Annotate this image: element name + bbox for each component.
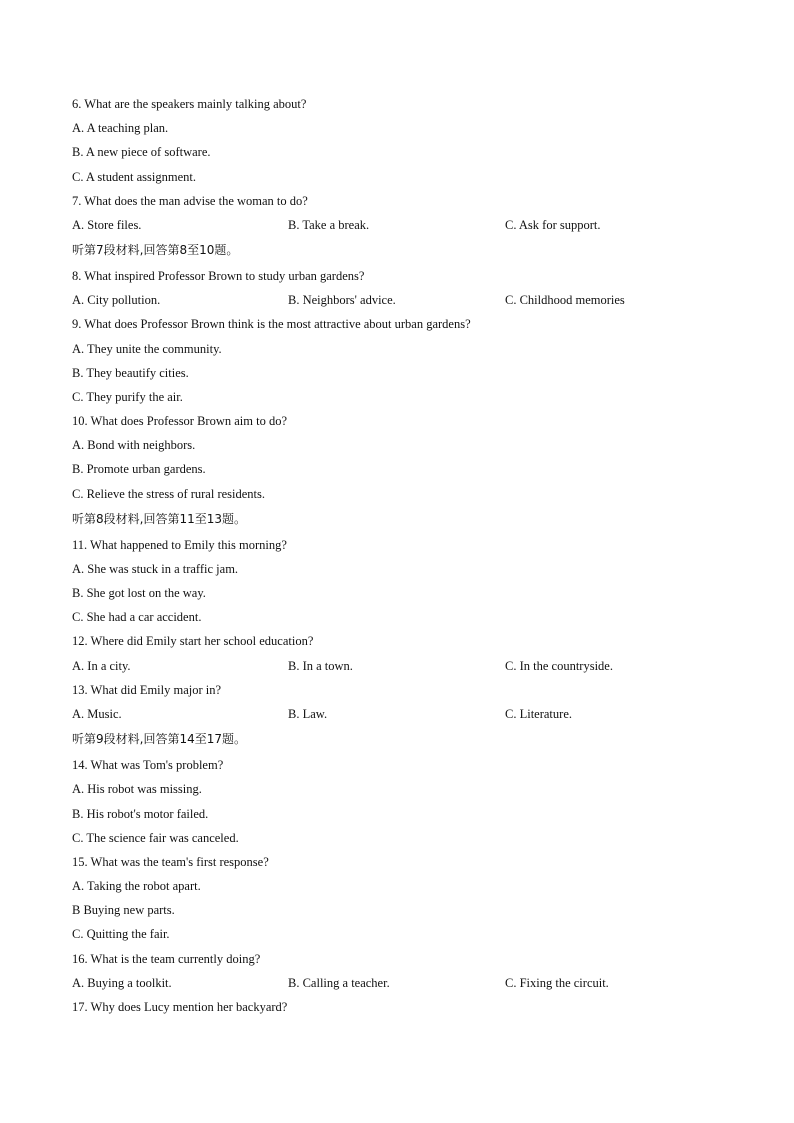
- question-10-option-a: A. Bond with neighbors.: [72, 438, 196, 452]
- question-15-option-b: B Buying new parts.: [72, 903, 175, 917]
- question-9-option-b: B. They beautify cities.: [72, 366, 189, 380]
- question-15-option-a: A. Taking the robot apart.: [72, 879, 201, 893]
- question-8-option-b: B. Neighbors' advice.: [288, 293, 396, 307]
- section-8-instruction: 听第8段材料,回答第11至13题。: [72, 512, 246, 526]
- question-8-stem: 8. What inspired Professor Brown to study urban gardens?: [72, 269, 365, 283]
- question-9-stem: 9. What does Professor Brown think is the most attractive about urban gardens?: [72, 317, 471, 331]
- question-13-stem: 13. What did Emily major in?: [72, 683, 222, 697]
- question-13-option-a: A. Music.: [72, 707, 122, 721]
- question-15-option-c: C. Quitting the fair.: [72, 927, 170, 941]
- section-7-instruction: 听第7段材料,回答第8至10题。: [72, 243, 239, 257]
- question-12-stem: 12. Where did Emily start her school education?: [72, 634, 314, 648]
- question-6-option-c: C. A student assignment.: [72, 170, 196, 184]
- question-9-option-a: A. They unite the community.: [72, 342, 222, 356]
- question-7-option-b: B. Take a break.: [288, 218, 370, 232]
- question-14-option-b: B. His robot's motor failed.: [72, 807, 209, 821]
- question-9-option-c: C. They purify the air.: [72, 390, 183, 404]
- question-7-option-a: A. Store files.: [72, 218, 142, 232]
- question-6-option-b: B. A new piece of software.: [72, 145, 211, 159]
- question-16-stem: 16. What is the team currently doing?: [72, 952, 261, 966]
- question-10-option-b: B. Promote urban gardens.: [72, 462, 206, 476]
- question-14-option-c: C. The science fair was canceled.: [72, 831, 239, 845]
- question-7-stem: 7. What does the man advise the woman to do?: [72, 194, 308, 208]
- question-11-option-c: C. She had a car accident.: [72, 610, 202, 624]
- question-10-option-c: C. Relieve the stress of rural residents.: [72, 487, 266, 501]
- question-8-option-c: C. Childhood memories: [505, 293, 625, 307]
- question-12-option-b: B. In a town.: [288, 659, 353, 673]
- question-13-option-c: C. Literature.: [505, 707, 572, 721]
- question-14-option-a: A. His robot was missing.: [72, 782, 202, 796]
- question-17-stem: 17. Why does Lucy mention her backyard?: [72, 1000, 288, 1014]
- question-11-option-a: A. She was stuck in a traffic jam.: [72, 562, 239, 576]
- question-16-option-b: B. Calling a teacher.: [288, 976, 390, 990]
- question-6-option-a: A. A teaching plan.: [72, 121, 169, 135]
- question-16-option-a: A. Buying a toolkit.: [72, 976, 172, 990]
- question-15-stem: 15. What was the team's first response?: [72, 855, 269, 869]
- question-11-option-b: B. She got lost on the way.: [72, 586, 206, 600]
- section-9-instruction: 听第9段材料,回答第14至17题。: [72, 732, 246, 746]
- question-14-stem: 14. What was Tom's problem?: [72, 758, 224, 772]
- question-7-option-c: C. Ask for support.: [505, 218, 601, 232]
- question-11-stem: 11. What happened to Emily this morning?: [72, 538, 287, 552]
- question-13-option-b: B. Law.: [288, 707, 328, 721]
- question-12-option-c: C. In the countryside.: [505, 659, 613, 673]
- question-6-stem: 6. What are the speakers mainly talking about?: [72, 97, 307, 111]
- question-16-option-c: C. Fixing the circuit.: [505, 976, 609, 990]
- question-10-stem: 10. What does Professor Brown aim to do?: [72, 414, 288, 428]
- question-8-option-a: A. City pollution.: [72, 293, 161, 307]
- question-12-option-a: A. In a city.: [72, 659, 131, 673]
